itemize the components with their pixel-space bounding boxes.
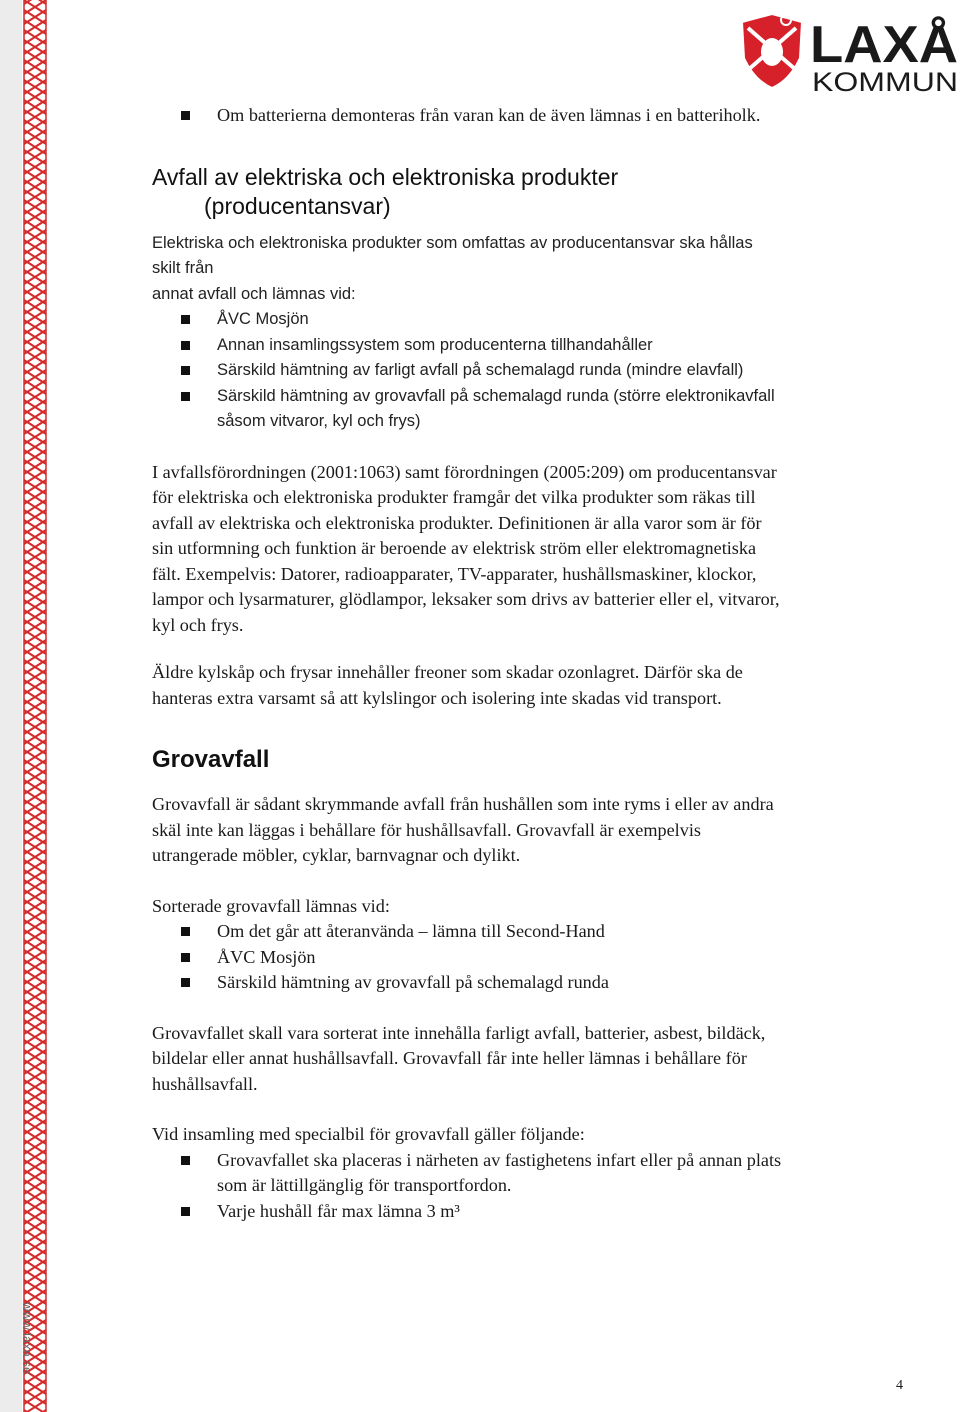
square-bullet-icon <box>181 953 190 962</box>
sorted-grovavfall-section <box>152 894 912 996</box>
hand-icon <box>761 38 783 66</box>
heading-line: (producentansvar) <box>204 192 391 219</box>
border-pattern <box>0 0 50 1412</box>
logo-sub: KOMMUN <box>812 67 958 96</box>
list-item: Särskild hämtning av grovavfall på schemalagd runda <box>152 970 912 996</box>
sorting-requirements-paragraph <box>152 1021 912 1098</box>
page-number: 4 <box>896 1378 903 1393</box>
electronics-dropoff-list <box>152 307 912 435</box>
laxa-kommun-logo <box>738 0 960 96</box>
list-item: Om det går att återanvända – lämna till Second-Hand <box>152 919 912 945</box>
list-item: Varje hushåll får max lämna 3 m³ <box>152 1199 912 1225</box>
heading-line: Avfall av elektriska och elektroniska produkter <box>152 163 619 190</box>
logo-graphic <box>738 0 960 96</box>
list-item: ÅVC Mosjön <box>152 945 912 971</box>
special-collection-section <box>152 1122 912 1224</box>
text-line: skäl inte kan läggas i behållare för hushållsavfall. Grovavfall är exempelvis <box>152 819 701 840</box>
text-line: Grovavfall är sådant skrymmande avfall från hushållen som inte ryms i eller av andra <box>152 794 774 814</box>
square-bullet-icon <box>181 341 190 350</box>
decorative-border <box>0 0 50 1412</box>
text-line: sin utformning och funktion är beroende av elektrisk ström eller elektromagnetiska <box>152 538 757 558</box>
logo-name: LAXÅ <box>810 16 958 74</box>
list-item: Om batterierna demonteras från varan kan de även lämnas i en batteriholk. <box>152 103 912 129</box>
square-bullet-icon <box>181 315 190 324</box>
square-bullet-icon <box>181 366 190 375</box>
list-item: Särskild hämtning av grovavfall på schemalagd runda (större elektronikavfall såsom vitvaror, kyl och frys) <box>152 384 912 435</box>
battery-list <box>152 103 912 129</box>
special-collection-list <box>152 1148 912 1225</box>
text-line: kyl och frys. <box>152 614 244 635</box>
text-line: Äldre kylskåp och frysar innehåller freoner som skadar ozonlagret. Därför ska de <box>152 662 743 682</box>
sorted-dropoff-list <box>152 919 912 996</box>
website-url: www.laxa.se <box>20 1302 35 1375</box>
text-line: bildelar eller annat hushållsavfall. Grovavfall får inte heller lämnas i behållare för <box>152 1048 747 1068</box>
square-bullet-icon <box>181 927 190 936</box>
text-line: skilt från <box>152 259 214 277</box>
list-item: ÅVC Mosjön <box>152 307 912 333</box>
square-bullet-icon <box>181 111 190 120</box>
section-heading-grovavfall: Grovavfall <box>152 746 270 773</box>
text-line: fält. Exempelvis: Datorer, radioapparater, TV-apparater, hushållsmaskiner, klockor, <box>152 563 757 584</box>
electronics-intro <box>152 231 912 435</box>
text-line: avfall av elektriska och elektroniska produkter. Definitionen är alla varor som är för <box>152 512 762 533</box>
text-line: annat avfall och lämnas vid: <box>152 284 356 303</box>
list-item: Annan insamlingssystem som producenterna tillhandahåller <box>152 333 912 359</box>
text-line: hanteras extra varsamt så att kylslingor och isolering inte skadas vid transport. <box>152 687 722 708</box>
text-line: hushållsavfall. <box>152 1073 258 1094</box>
text-line: för elektriska och elektroniska produkter framgår det vilka produkter som räkas till <box>152 487 756 507</box>
square-bullet-icon <box>181 978 190 987</box>
list-item: Grovavfallet ska placeras i närheten av fastighetens infart eller på annan plats som är lättillgänglig för transportfordon. <box>152 1148 912 1199</box>
document-body <box>152 103 912 1224</box>
producer-responsibility-paragraph <box>152 460 912 639</box>
text-line: I avfallsförordningen (2001:1063) samt förordningen (2005:209) om producentansvar <box>152 461 777 482</box>
text-line: Elektriska och elektroniska produkter som omfattas av producentansvar ska hållas <box>152 233 753 252</box>
fridge-paragraph <box>152 660 912 711</box>
text-line: Vid insamling med specialbil för grovavfall gäller följande: <box>152 1124 585 1144</box>
square-bullet-icon <box>181 1156 190 1165</box>
square-bullet-icon <box>181 1207 190 1216</box>
text-line: Grovavfallet skall vara sorterat inte innehålla farligt avfall, batterier, asbest, bildäck, <box>152 1022 766 1043</box>
text-line: lampor och lysarmaturer, glödlampor, leksaker som drivs av batterier eller el, vitvaror, <box>152 589 780 609</box>
section-heading-electronics <box>152 163 912 221</box>
text-line: Sorterade grovavfall lämnas vid: <box>152 895 390 916</box>
square-bullet-icon <box>181 392 190 401</box>
list-item: Särskild hämtning av farligt avfall på schemalagd runda (mindre elavfall) <box>152 358 912 384</box>
grovavfall-definition-paragraph <box>152 792 912 869</box>
text-line: utrangerade möbler, cyklar, barnvagnar och dylikt. <box>152 845 521 865</box>
